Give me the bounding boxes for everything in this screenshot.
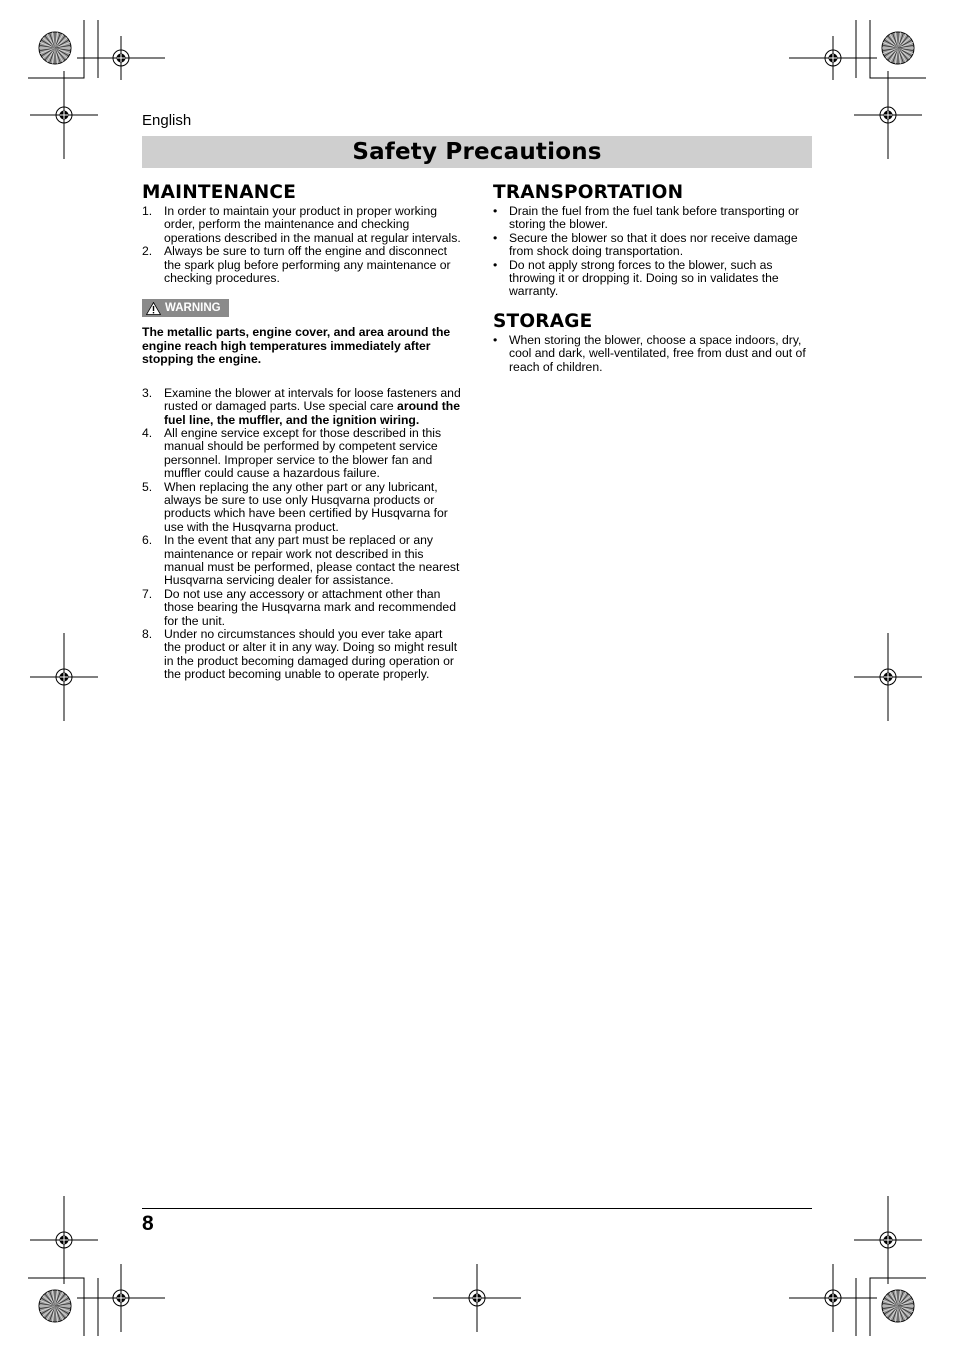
item-number: 7. xyxy=(142,586,153,601)
registration-mark-icon xyxy=(77,36,165,80)
list-item xyxy=(142,534,462,588)
list-item: • Drain the fuel from the fuel tank before transporting or storing the blower. xyxy=(493,204,799,232)
item-number: 5. xyxy=(142,479,153,494)
right-column xyxy=(493,182,813,374)
registration-mark-icon xyxy=(854,1196,922,1284)
registration-mark-icon xyxy=(30,1196,98,1284)
starburst-target-icon xyxy=(39,1290,71,1322)
item-text: Under no circumstances should you ever take apart the product or alter it in any way. Doing so might result in the product becoming damaged during operation or the product becoming unable to operate properly. xyxy=(164,627,458,682)
list-item: • Secure the blower so that it does nor receive damage from shock doing transportation. xyxy=(493,230,798,259)
item-text: In the event that any part must be replaced or any maintenance or repair work not described in this manual must be performed, please contact the nearest Husqvarna servicing dealer for assistance. xyxy=(164,533,460,588)
list-item xyxy=(142,245,462,285)
page-title: Safety Precautions xyxy=(352,139,602,165)
transportation-section xyxy=(493,182,813,299)
item-number: 3. xyxy=(142,385,153,400)
item-text: Do not apply strong forces to the blower, such as throwing it or dropping it. Doing so in validates the warranty. xyxy=(509,257,779,299)
maintenance-section xyxy=(142,182,462,682)
starburst-target-icon xyxy=(882,32,914,64)
item-number: 6. xyxy=(142,533,153,548)
list-item xyxy=(142,205,462,245)
warning-label: WARNING xyxy=(165,302,221,315)
item-text: When storing the blower, choose a space indoors, dry, cool and dark, well-ventilated, free from dust and out of reach of children. xyxy=(509,332,806,374)
item-number: 8. xyxy=(142,627,153,642)
page-number: 8 xyxy=(142,1212,154,1235)
registration-mark-icon xyxy=(789,1264,877,1332)
item-number: 2. xyxy=(142,244,153,259)
warning-badge xyxy=(142,299,229,317)
registration-mark-icon xyxy=(30,633,98,721)
list-item xyxy=(142,588,462,628)
registration-mark-icon xyxy=(854,71,922,159)
item-text: Always be sure to turn off the engine and disconnect the spark plug before performing any maintenance or checking procedures. xyxy=(164,244,451,286)
title-bar xyxy=(142,136,812,168)
item-text: Drain the fuel from the fuel tank before transporting or storing the blower. xyxy=(509,204,799,232)
item-text: When replacing the any other part or any lubricant, always be sure to use only Husqvarna products or products which have been certified by Husqvarna for use with the Husqvarna product. xyxy=(164,479,448,534)
item-number: 1. xyxy=(142,204,153,218)
item-number: 4. xyxy=(142,425,153,440)
registration-mark-icon xyxy=(77,1264,165,1332)
footer-rule xyxy=(142,1208,812,1209)
list-item xyxy=(142,628,462,682)
item-text: Do not use any accessory or attachment other than those bearing the Husqvarna mark and recommended for the unit. xyxy=(164,586,456,628)
warning-triangle-icon xyxy=(146,302,161,315)
list-item: • Do not apply strong forces to the blower, such as throwing it or dropping it. Doing so in validates the warranty. xyxy=(493,257,779,299)
starburst-target-icon xyxy=(39,32,71,64)
list-item xyxy=(142,481,462,535)
registration-mark-icon xyxy=(433,1264,521,1332)
transportation-heading: TRANSPORTATION xyxy=(493,182,684,203)
registration-mark-icon xyxy=(30,71,98,159)
item-text: Examine the blower at intervals for loose fasteners and rusted or damaged parts. Use special care xyxy=(164,385,461,414)
storage-section xyxy=(493,311,813,374)
registration-mark-icon xyxy=(854,633,922,721)
item-text: In order to maintain your product in proper working order, perform the maintenance and checking operations described in the manual at regular intervals. xyxy=(164,204,461,245)
item-text: All engine service except for those described in this manual should be performed by competent service personnel. Improper service to the blower fan and muffler could cause a hazardous failure. xyxy=(164,425,442,481)
list-item: • When storing the blower, choose a space indoors, dry, cool and dark, well-ventilated, free from dust and out of reach of children. xyxy=(493,332,806,374)
registration-mark-icon xyxy=(789,36,877,80)
list-item xyxy=(142,387,462,427)
list-item xyxy=(142,427,462,481)
maintenance-heading: MAINTENANCE xyxy=(142,182,297,203)
language-label: English xyxy=(142,112,192,129)
item-text: Secure the blower so that it does nor receive damage from shock doing transportation. xyxy=(509,230,798,259)
starburst-target-icon xyxy=(882,1290,914,1322)
item-text-emphasis: around the fuel line, the muffler, and the ignition wiring. xyxy=(164,399,461,427)
storage-heading: STORAGE xyxy=(493,310,593,332)
warning-text: The metallic parts, engine cover, and area around the engine reach high temperatures immediately after stopping the engine. xyxy=(142,324,451,367)
